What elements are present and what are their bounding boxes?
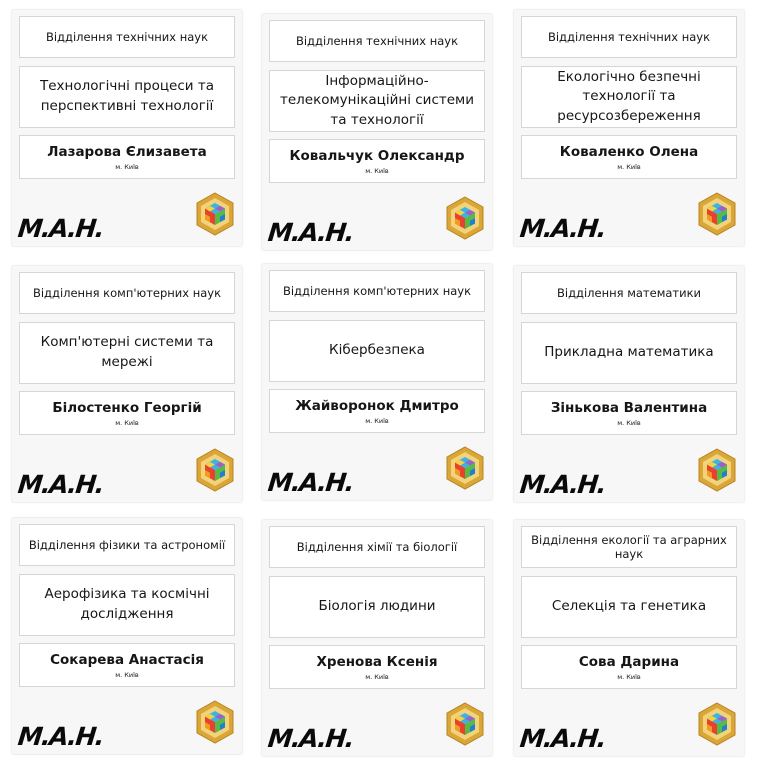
topic-label: Технологічні процеси та перспективні технології [19, 66, 235, 128]
man-logo: M.A.H. [518, 214, 607, 243]
certificate-card [12, 266, 242, 502]
person-name: Сокарева Анастасія [50, 651, 204, 668]
person-name: Лазарова Єлизавета [47, 143, 207, 160]
man-medal-icon [697, 702, 737, 746]
man-medal-icon [195, 192, 235, 236]
person-box [19, 135, 235, 179]
person-box [521, 391, 737, 435]
topic-label: Селекція та генетика [521, 576, 737, 638]
man-medal-icon [195, 700, 235, 744]
person-box [269, 139, 485, 183]
person-box [521, 645, 737, 689]
topic-label: Біологія людини [269, 576, 485, 638]
topic-label: Прикладна математика [521, 322, 737, 384]
person-city: м. Київ [617, 162, 641, 171]
topic-label: Аерофізика та космічні дослідження [19, 574, 235, 636]
person-name: Ковальчук Олександр [289, 147, 465, 164]
department-label: Відділення екології та аграрних наук [521, 526, 737, 568]
department-label: Відділення комп'ютерних наук [269, 270, 485, 312]
man-medal-icon [697, 448, 737, 492]
certificate-card [12, 518, 242, 754]
person-city: м. Київ [365, 416, 389, 425]
person-city: м. Київ [115, 670, 139, 679]
certificate-card [262, 14, 492, 250]
person-city: м. Київ [617, 418, 641, 427]
topic-label: Інформаційно-телекомунікаційні системи та технології [269, 70, 485, 132]
topic-label: Екологічно безпечні технології та ресурсозбереження [521, 66, 737, 128]
person-name: Зінькова Валентина [550, 399, 708, 416]
person-name: Хренова Ксенія [316, 653, 438, 670]
certificate-card [12, 10, 242, 246]
man-medal-icon [697, 192, 737, 236]
man-medal-icon [195, 448, 235, 492]
person-city: м. Київ [617, 672, 641, 681]
department-label: Відділення технічних наук [19, 16, 235, 58]
person-city: м. Київ [365, 166, 389, 175]
topic-label: Кібербезпека [269, 320, 485, 382]
person-box [269, 645, 485, 689]
department-label: Відділення технічних наук [269, 20, 485, 62]
topic-label: Комп'ютерні системи та мережі [19, 322, 235, 384]
person-name: Жайворонок Дмитро [295, 397, 459, 414]
person-name: Білостенко Георгій [52, 399, 202, 416]
man-logo: M.A.H. [16, 722, 105, 751]
person-box [19, 643, 235, 687]
department-label: Відділення хімії та біології [269, 526, 485, 568]
certificate-card [262, 264, 492, 500]
person-box [19, 391, 235, 435]
man-medal-icon [445, 702, 485, 746]
man-medal-icon [445, 446, 485, 490]
man-logo: M.A.H. [266, 724, 355, 753]
man-logo: M.A.H. [518, 724, 607, 753]
department-label: Відділення технічних наук [521, 16, 737, 58]
person-name: Коваленко Олена [559, 143, 699, 160]
person-city: м. Київ [365, 672, 389, 681]
man-logo: M.A.H. [518, 470, 607, 499]
certificate-card [514, 10, 744, 246]
department-label: Відділення комп'ютерних наук [19, 272, 235, 314]
person-box [269, 389, 485, 433]
department-label: Відділення математики [521, 272, 737, 314]
man-logo: M.A.H. [266, 218, 355, 247]
certificate-card [514, 520, 744, 756]
department-label: Відділення фізики та астрономії [19, 524, 235, 566]
certificate-card [262, 520, 492, 756]
man-medal-icon [445, 196, 485, 240]
certificate-card [514, 266, 744, 502]
person-name: Сова Дарина [578, 653, 680, 670]
man-logo: M.A.H. [266, 468, 355, 497]
person-city: м. Київ [115, 162, 139, 171]
person-box [521, 135, 737, 179]
person-city: м. Київ [115, 418, 139, 427]
man-logo: M.A.H. [16, 470, 105, 499]
man-logo: M.A.H. [16, 214, 105, 243]
